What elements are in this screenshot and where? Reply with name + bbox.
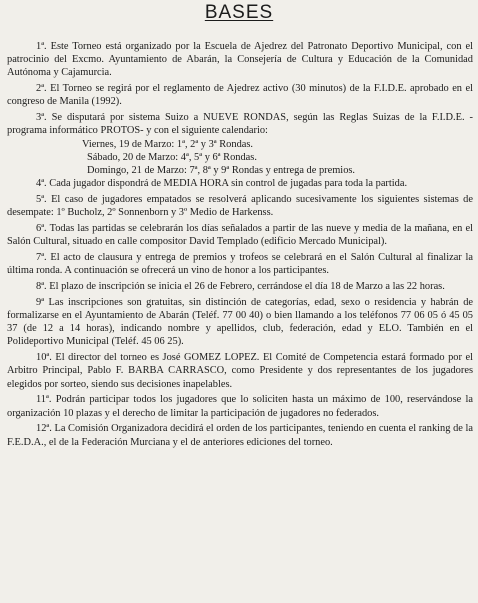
rule-6: 6ª. Todas las partidas se celebrarán los días señalados a partir de las nueve y media de la mañana, en el Salón Cultural, situado en calle compositor David Templado (edificio Mercado Municipal). — [7, 223, 473, 248]
rule-2: 2ª. El Torneo se regirá por el reglamento de Ajedrez activo (30 minutos) de la F.I.D.E. aprobado en el congreso de Manila (1992). — [7, 83, 473, 108]
rule-8: 8ª. El plazo de inscripción se inicia el 26 de Febrero, cerrándose el día 18 de Marzo a las 22 horas. — [36, 281, 445, 293]
schedule-list — [7, 138, 473, 178]
rule-5: 5ª. El caso de jugadores empatados se resolverá aplicando sucesivamente los siguientes sistemas de desempate: 1º Bucholz, 2º Sonnenborn y 3º Medio de Harkenss. — [7, 194, 473, 219]
schedule-day-1: Viernes, 19 de Marzo: 1ª, 2ª y 3ª Rondas. — [82, 138, 254, 150]
page-title: BASES — [204, 2, 274, 23]
rule-4: 4ª. Cada jugador dispondrá de MEDIA HORA sin control de jugadas para toda la partida. — [36, 178, 408, 190]
rule-10: 10ª. El director del torneo es José GOMEZ LOPEZ. El Comité de Competencia estará formado por el Arbitro Principal, Pablo F. BARBA CARRASCO, como Presidente y dos representantes de los jugadores elegidos por sorteo, siendo sus decisiones inapelables. — [7, 352, 473, 390]
rule-9: 9ª Las inscripciones son gratuitas, sin distinción de categorías, edad, sexo o residencia y habrán de formalizarse en el Ayuntamiento de Abarán (Teléf. 77 00 40) o bien llamando a los teléfonos 77 06 05 ó 45 05 37 (de 12 a 14 horas), indicando nombre y apellidos, club, federación, edad y ELO. También en el Polideportivo Municipal (Teléf. 45 06 25). — [7, 296, 473, 348]
rules-body — [7, 40, 473, 449]
rule-1: 1ª. Este Torneo está organizado por la Escuela de Ajedrez del Patronato Deportivo Municipal, con el patrocinio del Excmo. Ayuntamiento de Abarán, la Consejería de Cultura y Educación de la Comunidad Autónoma y Cajamurcia. — [7, 41, 473, 79]
schedule-day-3: Domingo, 21 de Marzo: 7ª, 8ª y 9ª Rondas y entrega de premios. — [87, 165, 356, 177]
rule-7: 7ª. El acto de clausura y entrega de premios y trofeos se celebrará en el Salón Cultural al finalizar la última ronda. A continuación se ofrecerá un vino de honor a los participantes. — [7, 252, 473, 277]
rule-12: 12ª. La Comisión Organizadora decidirá el orden de los participantes, teniendo en cuenta el ranking de la F.E.D.A., el de la Federación Murciana y el de anteriores ediciones del torneo. — [7, 423, 473, 448]
schedule-day-2: Sábado, 20 de Marzo: 4ª, 5ª y 6ª Rondas. — [87, 151, 257, 163]
rule-3: 3ª. Se disputará por sistema Suizo a NUEVE RONDAS, según las Reglas Suizas de la F.I.D.E. -programa informático PROTOS- y con el siguiente calendario: — [7, 112, 473, 137]
rule-11: 11ª. Podrán participar todos los jugadores que lo soliciten hasta un máximo de 100, reservándose la organización 10 plazas y el derecho de limitar la participación de jugadores no federados. — [7, 394, 473, 419]
